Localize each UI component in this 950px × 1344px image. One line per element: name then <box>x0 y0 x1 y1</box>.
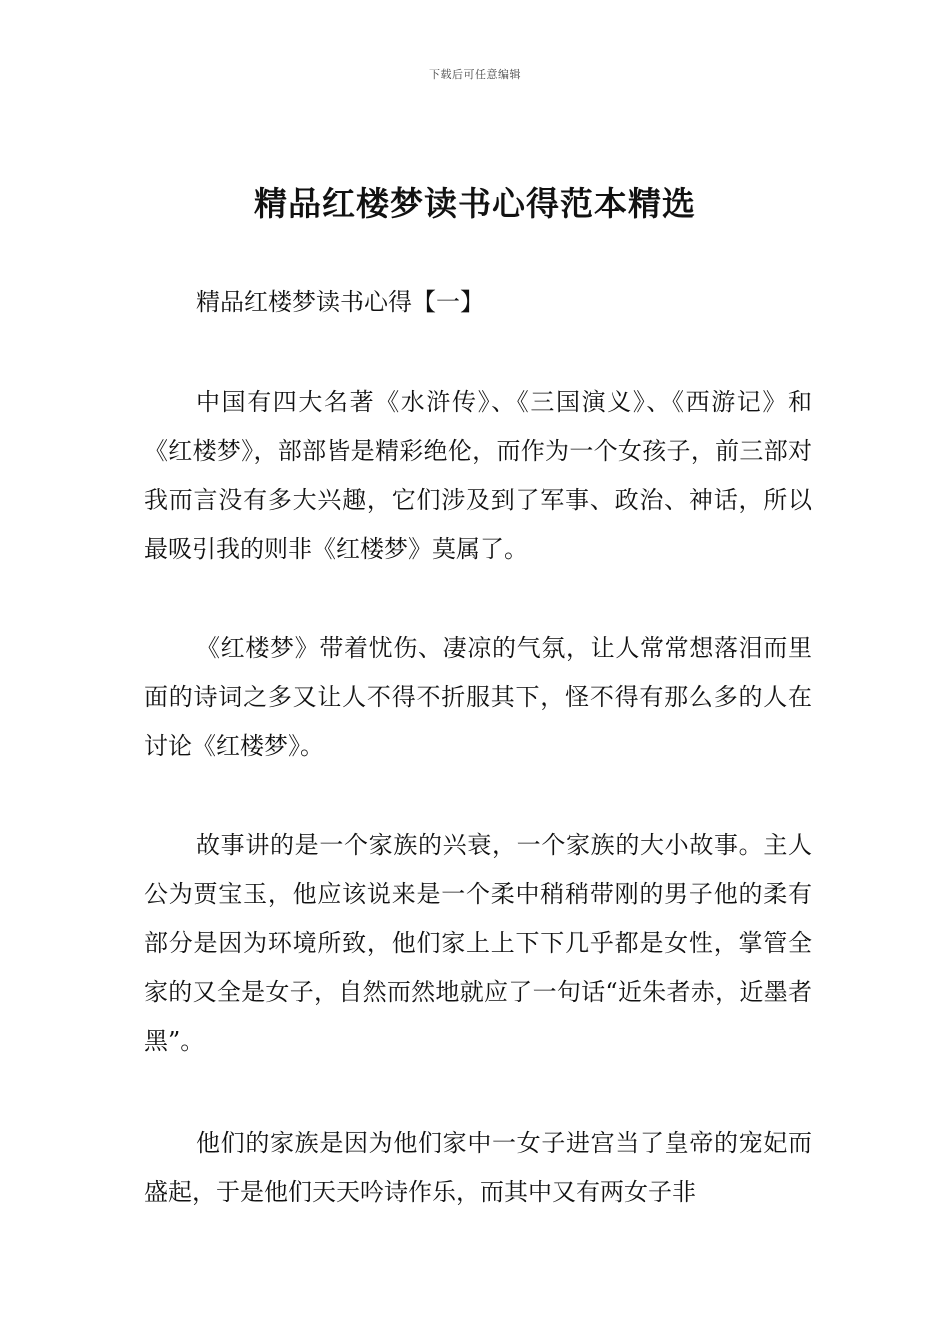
section-heading: 精品红楼梦读书心得【一】 <box>196 288 484 316</box>
paragraph-1: 中国有四大名著《水浒传》、《三国演义》、《西游记》和《红楼梦》，部部皆是精彩绝伦，而作为一个女孩子，前三部对我而言没有多大兴趣，它们涉及到了军事、政治、神话，所以最吸引我的则非《红楼梦》莫属了。 <box>144 388 812 563</box>
document-title: 精品红楼梦读书心得范本精选 <box>254 184 696 223</box>
paragraph-4: 他们的家族是因为他们家中一女子进宫当了皇帝的宠妃而盛起，于是他们天天吟诗作乐，而其中又有两女子非 <box>144 1129 812 1206</box>
paragraph-3: 故事讲的是一个家族的兴衰，一个家族的大小故事。主人公为贾宝玉，他应该说来是一个柔中稍稍带刚的男子他的柔有部分是因为环境所致，他们家上上下下几乎都是女性，掌管全家的又全是女子，自然而然地就应了一句话“近朱者赤，近墨者黑”。 <box>144 831 812 1055</box>
header-note: 下载后可任意编辑 <box>429 68 521 81</box>
paragraph-2: 《红楼梦》带着忧伤、凄凉的气氛，让人常常想落泪而里面的诗词之多又让人不得不折服其下，怪不得有那么多的人在讨论《红楼梦》。 <box>144 634 812 760</box>
